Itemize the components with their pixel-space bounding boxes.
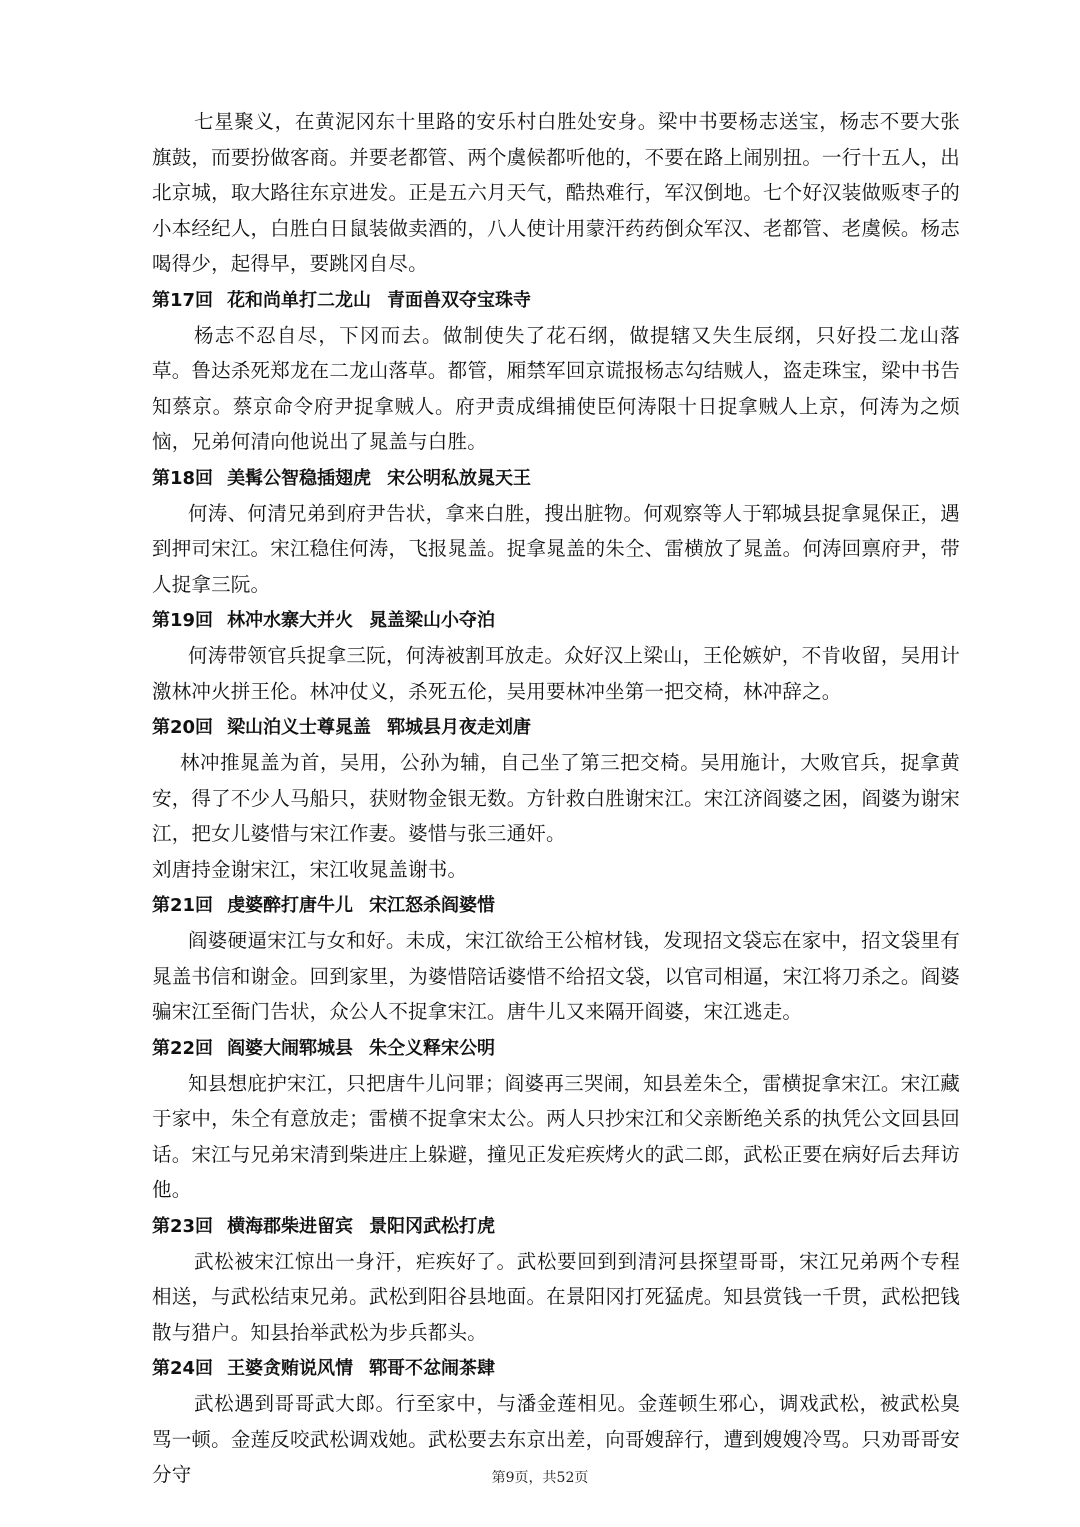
chapter-title-second: 郓哥不忿闹茶肆 [369,1358,496,1379]
chapter-paragraph: 武松被宋江惊出一身汗，疟疾好了。武松要回到到清河县探望哥哥，宋江兄弟两个专程相送，与武松结束兄弟。武松到阳谷县地面。在景阳冈打死猛虎。知县赏钱一千贯，武松把钱散与猎户。知县抬举武松为步兵都头。 [152,1249,960,1344]
chapter-title-second: 晁盖梁山小夺泊 [369,610,496,631]
chapter-number: 第18回 [152,467,214,489]
chapter-title-first: 花和尚单打二龙山 [227,289,372,311]
chapter-paragraph: 杨志不忍自尽，下冈而去。做制使失了花石纲，做提辖又失生辰纲，只好投二龙山落草。鲁达杀死郑龙在二龙山落草。都管，厢禁军回京谎报杨志勾结贼人，盗走珠宝，梁中书告知蔡京。蔡京命令府尹捉拿贼人。府尹责成缉捕使臣何涛限十日捉拿贼人上京，何涛为之烦恼，兄弟何清向他说出了晁盖与白胜。 [152,323,960,453]
chapter-number: 第20回 [152,717,214,738]
chapter-number: 第22回 [152,1037,214,1059]
chapter-paragraph: 阎婆硬逼宋江与女和好。未成，宋江欲给王公棺材钱，发现招文袋忘在家中，招文袋里有晁盖书信和谢金。回到家里，为婆惜陪话婆惜不给招文袋，以官司相逼，宋江将刀杀之。阎婆骗宋江至衙门告状，众公人不捉拿宋江。唐牛儿又来隔开阎婆，宋江逃走。 [152,929,960,1023]
chapter-paragraph: 知县想庇护宋江，只把唐牛儿问罪；阎婆再三哭闹，知县差朱仝，雷横捉拿宋江。宋江藏于家中，朱仝有意放走；雷横不捉拿宋太公。两人只抄宋江和父亲断绝关系的执凭公文回县回话。宋江与兄弟宋清到柴进庄上躲避，撞见正发疟疾烤火的武二郎，武松正要在病好后去拜访他。 [152,1071,960,1201]
chapter-heading-18 [152,462,960,496]
page-number-footer: 第9页，共52页 [491,1470,589,1486]
chapter-title-second: 郓城县月夜走刘唐 [387,717,532,738]
chapter-number: 第24回 [152,1358,214,1379]
chapter-heading-19 [152,604,960,638]
chapter-heading-24 [152,1352,960,1386]
chapter-paragraph: 何涛、何清兄弟到府尹告状，拿来白胜，搜出脏物。何观察等人于郓城县捉拿晁保正，遇到押司宋江。宋江稳住何涛，飞报晁盖。捉拿晁盖的朱仝、雷横放了晁盖。何涛回禀府尹，带人捉拿三阮。 [152,501,960,596]
chapter-number: 第21回 [152,895,214,916]
chapter-paragraph: 刘唐持金谢宋江，宋江收晁盖谢书。 [152,857,468,881]
chapter-number: 第17回 [152,289,214,311]
chapter-heading-20 [152,711,960,745]
chapter-paragraph: 何涛带领官兵捉拿三阮，何涛被割耳放走。众好汉上梁山，王伦嫉妒，不肯收留，吴用计激林冲火拼王伦。林冲仗义，杀死五伦，吴用要林冲坐第一把交椅，林冲辞之。 [152,644,960,703]
chapter-title-first: 美髯公智稳插翅虎 [227,467,372,489]
chapter-paragraph: 武松遇到哥哥武大郎。行至家中，与潘金莲相见。金莲顿生邪心，调戏武松，被武松臭骂一顿。金莲反咬武松调戏她。武松要去东京出差，向哥嫂辞行，遭到嫂嫂冷骂。只劝哥哥安分守 [152,1392,960,1486]
chapter-title-first: 林冲水寨大并火 [227,610,354,631]
chapter-heading-23 [152,1210,960,1244]
chapter-title-first: 横海郡柴进留宾 [227,1215,354,1237]
document-body [152,104,960,1493]
chapter-title-second: 朱仝义释宋公明 [369,1037,496,1059]
chapter-heading-17 [152,284,960,318]
chapter-heading-21 [152,889,960,923]
chapter-title-first: 阎婆大闹郓城县 [227,1037,354,1059]
intro-paragraph: 七星聚义，在黄泥冈东十里路的安乐村白胜处安身。梁中书要杨志送宝，杨志不要大张旗鼓，而要扮做客商。并要老都管、两个虞候都听他的，不要在路上闹别扭。一行十五人，出北京城，取大路往东京进发。正是五六月天气，酷热难行，军汉倒地。七个好汉装做贩枣子的小本经纪人，白胜白日鼠装做卖酒的，八人使计用蒙汗药药倒众军汉、老都管、老虞候。杨志喝得少，起得早，要跳冈自尽。 [152,110,960,275]
chapter-number: 第23回 [152,1215,214,1237]
chapter-title-first: 王婆贪贿说风情 [227,1358,354,1379]
chapter-title-second: 宋公明私放晁天王 [387,467,532,489]
chapter-title-second: 宋江怒杀阎婆惜 [369,895,496,916]
chapter-title-first: 梁山泊义士尊晁盖 [227,717,372,738]
chapter-title-second: 景阳冈武松打虎 [369,1215,496,1237]
chapter-title-second: 青面兽双夺宝珠寺 [387,289,532,311]
chapter-number: 第19回 [152,610,214,631]
chapter-heading-22 [152,1032,960,1066]
chapter-title-first: 虔婆醉打唐牛儿 [227,895,354,916]
chapter-paragraph: 林冲推晁盖为首，吴用，公孙为辅，自己坐了第三把交椅。吴用施计，大败官兵，捉拿黄安，得了不少人马船只，获财物金银无数。方针救白胜谢宋江。宋江济阎婆之困，阎婆为谢宋江，把女儿婆惜与宋江作妻。婆惜与张三通奸。 [152,751,960,845]
